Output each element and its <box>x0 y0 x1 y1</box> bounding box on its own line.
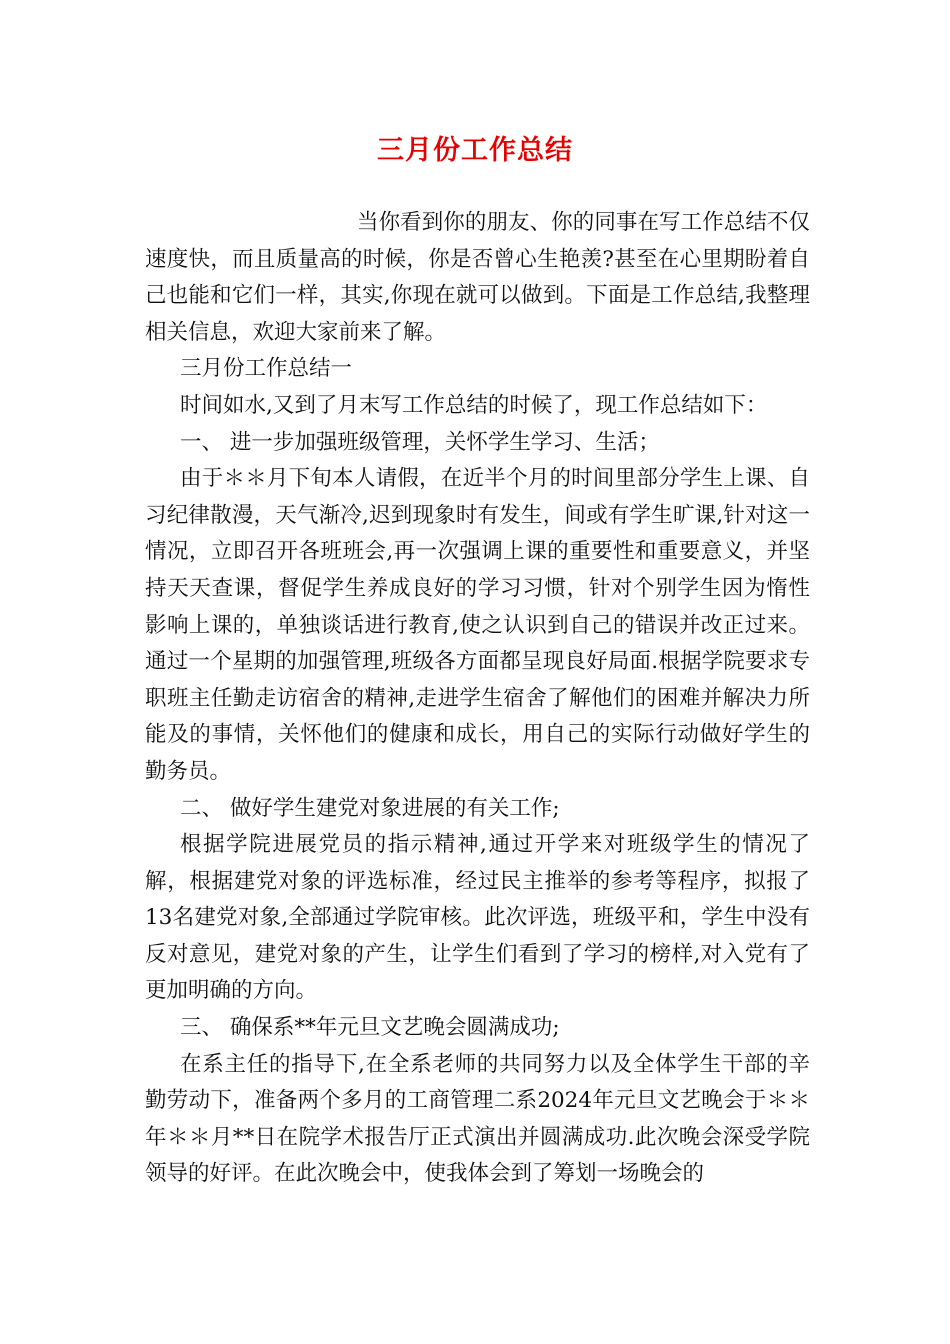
document-title: 三月份工作总结 <box>377 135 573 166</box>
document-body <box>145 205 810 1193</box>
intro-paragraph: 当你看到你的朋友、你的同事在写工作总结不仅速度快，而且质量高的时候，你是否曾心生艳羡?甚至在心里期盼着自己也能和它们一样，其实,你现在就可以做到。下面是工作总结,我整理相关信息，欢迎大家前来了解。 <box>145 210 810 345</box>
section-heading: 三月份工作总结一 <box>180 356 353 382</box>
item-heading: 二、 做好学生建党对象进展的有关工作; <box>180 795 560 821</box>
paragraph: 根据学院进展党员的指示精神,通过开学来对班级学生的情况了解，根据建党对象的评选标准，经过民主推举的参考等程序，拟报了13名建党对象,全部通过学院审核。此次评选，班级平和，学生中没有反对意见，建党对象的产生，让学生们看到了学习的榜样,对入党有了更加明确的方向。 <box>145 832 810 1004</box>
paragraph: 在系主任的指导下,在全系老师的共同努力以及全体学生干部的辛勤劳动下，准备两个多月的工商管理二系2024年元旦文艺晚会于＊＊年＊＊月**日在院学术报告厅正式演出并圆满成功.此次晚会深受学院领导的好评。在此次晚会中，使我体会到了筹划一场晚会的 <box>145 1051 810 1187</box>
paragraph: 由于＊＊月下旬本人请假，在近半个月的时间里部分学生上课、自习纪律散漫，天气渐冷,迟到现象时有发生，间或有学生旷课,针对这一情况，立即召开各班班会,再一次强调上课的重要性和重要意义，并坚持天天查课，督促学生养成良好的学习习惯，针对个别学生因为惰性影响上课的，单独谈话进行教育,使之认识到自己的错误并改正过来。通过一个星期的加强管理,班级各方面都呈现良好局面.根据学院要求专职班主任勤走访宿舍的精神,走进学生宿舍了解他们的困难并解决力所能及的事情，关怀他们的健康和成长，用自己的实际行动做好学生的勤务员。 <box>145 466 810 784</box>
item-heading: 三、 确保系**年元旦文艺晚会圆满成功; <box>180 1015 560 1041</box>
item-heading: 一、 进一步加强班级管理，关怀学生学习、生活； <box>180 429 660 455</box>
paragraph: 时间如水,又到了月末写工作总结的时候了，现工作总结如下： <box>180 392 768 418</box>
